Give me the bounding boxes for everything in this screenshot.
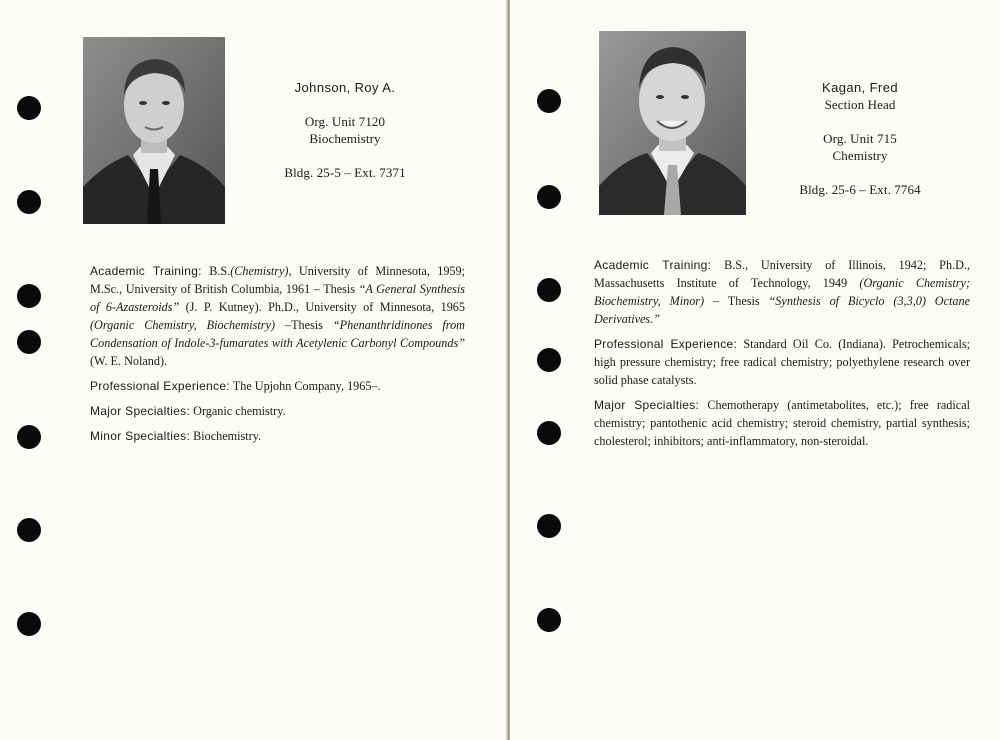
major-specialties-text: Chemotherapy (antimetabolites, etc.); free radical chemistry; pantothenic acid chemistry; steroid chemistry, partial synthesis; cholesterol; inhibitors; anti-inflammatory, non-steroidal. <box>594 398 970 448</box>
major-specialties <box>594 396 970 450</box>
major-specialties-label: Major Specialties: <box>90 404 191 418</box>
person-name: Kagan, Fred <box>822 80 898 95</box>
academic-text-segment: – Thesis <box>704 294 769 308</box>
location-extension: Bldg. 25-5 – Ext. 7371 <box>284 165 406 180</box>
binder-hole <box>17 190 41 214</box>
academic-italic-segment: (Organic Chemistry, Biochemistry) <box>90 318 276 332</box>
right-header <box>760 79 960 198</box>
academic-training <box>594 256 970 328</box>
left-body <box>90 262 465 452</box>
binder-hole <box>537 348 561 372</box>
portrait-photo <box>83 37 225 224</box>
binder-hole <box>537 185 561 209</box>
right-body <box>594 256 970 457</box>
binder-hole <box>537 608 561 632</box>
org-unit: Org. Unit 7120 <box>304 114 386 129</box>
right-page <box>510 0 1000 740</box>
professional-experience-text: Standard Oil Co. (Indiana). Petrochemicals; high pressure chemistry; free radical chemistry; polyethylene research over solid phase catalysts. <box>594 337 970 387</box>
academic-text-segment: (J. P. Kutney). Ph.D., University of Minnesota, 1965 <box>179 300 465 314</box>
person-name: Johnson, Roy A. <box>294 80 396 95</box>
binder-hole <box>17 284 41 308</box>
binder-hole <box>537 278 561 302</box>
academic-italic-segment: (Chemistry), <box>230 264 292 278</box>
academic-training-text <box>90 264 465 368</box>
binder-hole <box>17 612 41 636</box>
binder-hole <box>537 421 561 445</box>
department: Chemistry <box>832 148 888 163</box>
org-unit: Org. Unit 715 <box>823 131 897 146</box>
major-specialties-text: Organic chemistry. <box>193 404 286 418</box>
minor-specialties-text: Biochemistry. <box>193 429 262 443</box>
professional-experience <box>90 377 465 395</box>
major-specialties-label: Major Specialties: <box>594 398 700 412</box>
minor-specialties <box>90 427 465 445</box>
minor-specialties-label: Minor Specialties: <box>90 429 191 443</box>
left-header <box>250 79 440 181</box>
binder-hole <box>537 89 561 113</box>
binder-hole <box>17 518 41 542</box>
binder-hole <box>17 96 41 120</box>
binder-hole <box>537 514 561 538</box>
academic-text-segment: University of Minnesota, 1959; M.Sc., University of British Columbia, 1961 – Thesis <box>90 264 465 296</box>
academic-italic-segment: “A General Synthesis of 6-Azasteroids” <box>90 282 465 314</box>
academic-text-segment: B.S. <box>209 264 231 278</box>
job-title: Section Head <box>824 97 896 112</box>
binder-hole <box>17 330 41 354</box>
academic-training-label: Academic Training: <box>594 258 712 272</box>
academic-italic-segment: (Organic Chemistry; Biochemistry, Minor) <box>594 276 970 308</box>
department: Biochemistry <box>309 131 381 146</box>
academic-training-label: Academic Training: <box>90 264 202 278</box>
academic-training <box>90 262 465 370</box>
professional-experience-label: Professional Experience: <box>594 337 738 351</box>
academic-text-segment: (W. E. Noland). <box>90 354 168 368</box>
professional-experience-text: The Upjohn Company, 1965–. <box>232 379 381 393</box>
academic-text-segment: –Thesis <box>275 318 333 332</box>
professional-experience-label: Professional Experience: <box>90 379 230 393</box>
professional-experience <box>594 335 970 389</box>
academic-text-segment: B.S., University of Illinois, 1942; Ph.D., Massachusetts Institute of Technology, 1949 <box>594 258 970 290</box>
binder-hole <box>17 425 41 449</box>
academic-italic-segment: “Synthesis of Bicyclo (3,3,0) Octane Derivatives.” <box>594 294 970 326</box>
major-specialties <box>90 402 465 420</box>
portrait-photo <box>599 31 746 215</box>
academic-italic-segment: “Phenanthridinones from Condensation of Indole-3-fumarates with Acetylenic Carbonyl Compounds” <box>90 318 465 350</box>
location-extension: Bldg. 25-6 – Ext. 7764 <box>799 182 921 197</box>
